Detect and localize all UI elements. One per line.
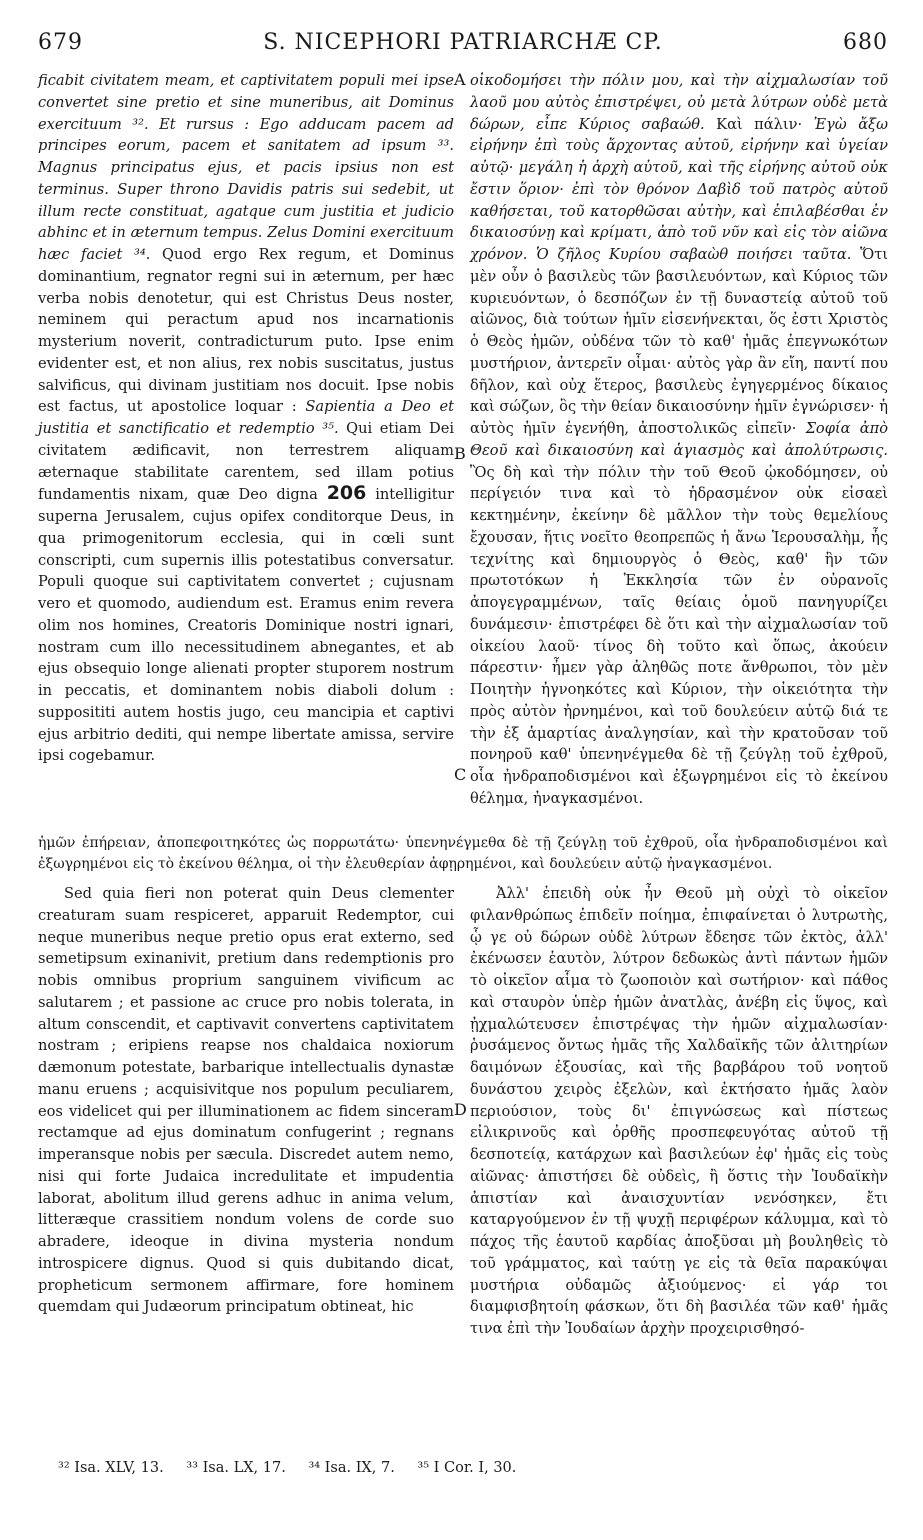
greek-body-text: Καὶ πάλιν·: [716, 115, 803, 133]
margin-mark-d: D: [454, 1100, 467, 1119]
running-header: [38, 30, 888, 64]
greek-scripture-quote: Ἐγὼ ἄξω εἰρήνην ἐπὶ τοὺς ἄρχοντας αὐτοῦ, εἰρήνην καὶ ὑγείαν αὐτῷ· μεγάλη ἡ ἀρχὴ αὐτοῦ, καὶ τῆς εἰρήνης αὐτοῦ οὐκ ἔστιν ὅριον· ἐπὶ τὸν θρόνον Δαβὶδ τοῦ πατρὸς αὐτοῦ καθήσεται, τοῦ κατορθῶσαι αὐτὴν, καὶ ἐπιλαβέσθαι ἐν δικαιοσύνῃ καὶ κρίματι, ἀπὸ τοῦ νῦν καὶ εἰς τὸν αἰῶνα χρόνον. Ὁ ζῆλος Κυρίου σαβαὼθ ποιήσει ταῦτα.: [470, 115, 888, 263]
footnotes: [58, 1460, 858, 1476]
greek-body-text: Ὃς δὴ καὶ τὴν πόλιν τὴν τοῦ Θεοῦ ᾠκοδόμησεν, οὐ περίγειόν τινα καὶ τὸ ἡδρασμένον οὐκ εἰσαεὶ κεκτημένην, ἐκείνην δὲ μᾶλλον τὴν τοὺς θεμελίους ἔχουσαν, ἥτις νοεῖτο θεοπρεπῶς ἡ ἄνω Ἱερουσαλὴμ, ἧς τεχνίτης καὶ δημιουργὸς ὁ Θεὸς, καθ' ἣν τῶν πρωτοτόκων ἡ Ἐκκλησία τῶν ἐν οὐρανοῖς ἀπογεγραμμένων, ταῖς θείαις ὁμοῦ πανηγυρίζει δυνάμεσιν· ἐπιστρέφει δὲ ὅτι καὶ τὴν αἰχμαλωσίαν τοῦ οἰκείου λαοῦ· τίνος δὴ τοῦτο καὶ ὅπως, ἀκούειν πάρεστιν· ἦμεν γὰρ ἀληθῶς ποτε ἄνθρωποι, τὸν μὲν Ποιητὴν ἠγνοηκότες καὶ Κύριον, τὴν οἰκειότητα τὴν πρὸς αὐτὸν ἠρνημένοι, καὶ τοῦ δουλεύειν αὐτῷ διά τε τὴν ἐξ ἁμαρτίας ἀναλγησίαν, καὶ τὴν κρατοῦσαν τοῦ πονηροῦ καθ' ὑπενηνέγμεθα δὲ τῇ ζεύγλῃ τοῦ ἐχθροῦ, οἷα ἠνδραποδισμένοι καὶ ἐξωγρημένοι εἰς τὸ ἐκείνου θέλημα, ἠναγκασμένοι.: [470, 463, 888, 807]
footnote: ³³ Isa. LX, 17.: [186, 1460, 286, 1476]
footnote: ³² Isa. XLV, 13.: [58, 1460, 164, 1476]
latin-body-text: Qui etiam Dei civitatem ædificavit, non terrestrem aliquam æternaque stabilitate carentem, sed illam potius fundamentis nixam, quæ Deo digna: [38, 420, 455, 504]
greek-bridge-line: [38, 833, 888, 875]
latin-column-bottom: [38, 883, 454, 1318]
margin-mark-c: C: [454, 765, 467, 784]
greek-paragraph: Ἀλλ' ἐπειδὴ οὐκ ἦν Θεοῦ μὴ οὐχὶ τὸ οἰκεῖον φιλανθρώπως ἐπιδεῖν ποίημα, ἐπιφαίνεται ὁ λυτρωτὴς, ᾧ γε οὐ δώρων οὐδὲ λύτρων ἔδεησε τῶν ἐκτὸς, ἀλλ' ἐκένωσεν ἑαυτὸν, λύτρον δεδωκὼς ἀντὶ πάντων ἡμῶν τὸ οἰκεῖον αἷμα τὸ ζωοποιὸν καὶ σωτήριον· καὶ πάθος καὶ σταυρὸν ὑπὲρ ἡμῶν ἀνατλὰς, ἀνέβη εἰς ὕψος, καὶ ᾐχμαλώτευσεν ἐπιστρέψας τὴν ἡμῶν αἰχμαλωσίαν· ῥυσάμενος ὄντως ἡμᾶς τῆς Χαλδαϊκῆς τῶν ἀλιτηρίων δαιμόνων ἐξουσίας, καὶ τῆς βαρβάρου τοῦ νοητοῦ δυνάστου χειρὸς ἐξελὼν, καὶ ἐκτήσατο ἡμᾶς λαὸν περιούσιον, τοὺς δι' ἐπιγνώσεως καὶ πίστεως εἰλικρινοῦς καὶ ὀρθῆς προσπεφευγότας αὐτοῦ τῇ δεσποτείᾳ, κατάρχων καὶ βασιλεύων ἐφ' ἡμᾶς εἰς τοὺς αἰῶνας· ἀπιστήσει δὲ οὐδεὶς, ἢ ὅστις τὴν Ἰουδαϊκὴν ἀπιστίαν καὶ ἀναισχυντίαν νενόσηκεν, ἔτι καταργούμενον ἐν τῇ ψυχῇ περιφέρων κάλυμμα, καὶ τὸ πάχος τῆς ἑαυτοῦ καρδίας ἀποξῦσαι μὴ βουληθεὶς τὸ τοῦ γράμματος, καὶ ταύτῃ γε εἰς τὰ θεῖα παρακύψαι μυστήρια οὐδαμῶς ἀξιούμενος· εἰ γάρ τοι διαμφισβητοίη φάσκων, ὅτι δὴ βασιλέα τῶν καθ' ἡμᾶς τινα ἐπὶ τὴν Ἰουδαίων ἀρχὴν προχειρισθησό-: [470, 885, 888, 1337]
latin-paragraph: Sed quia fieri non poterat quin Deus clementer creaturam suam respiceret, apparuit Redemptor, cui neque muneribus neque pretio opus erat externo, sed semetipsum exinanivit, pretium dans redemptionis pro nobis omnibus proprium sanguinem vivificum ac salutarem ; et passione ac cruce pro nobis tolerata, in altum conscendit, et captivavit convertens captivitatem nostram ; eripiens reapse nos chaldaica noxiorum dæmonum potestate, barbarique intellectualis dynastæ manu eruens ; acquisivitque nos populum peculiarem, eos videlicet qui per illuminationem ac fidem sinceram rectamque ad ejus dominatum confugerint ; regnans imperansque nobis per sæcula. Discredet autem nemo, nisi qui forte Judaica incredulitate et impudentia laborat, abolitum illud gerens adhuc in anima velum, litteræque crassitiem nondum volens de corde suo abradere, ideoque in divina mysteria nondum introspicere dignus. Quod si quis dubitando dicat, propheticum sermonem affirmare, fore hominem quemdam qui Judæorum principatum obtineat, hic: [38, 885, 454, 1316]
latin-apostolic-quote: Sapientia a Deo et justitia et sanctificatio et redemptio ³⁵.: [38, 398, 454, 437]
page-number-right: 680: [843, 30, 888, 55]
latin-body-text: Quod ergo Rex regum, et Dominus dominantium, regnator regni sui in æternum, per hæc verba nobis denotetur, qui est Christus Deus noster, neminem qui peractum apud nos incarnationis mysterium noverit, contradicturum puto. Ipse enim evidenter est, et non alius, rex nobis suscitatus, justus salvificus, qui divinam justitiam nos docuit. Ipse nobis est factus, ut apostolice loquar :: [38, 246, 454, 416]
margin-mark-a: A: [454, 70, 466, 89]
footnote: ³⁵ I Cor. I, 30.: [417, 1460, 517, 1476]
latin-scripture-quote: ficabit civitatem meam, et captivitatem populi mei ipse convertet sine pretio et sine muneribus, ait Dominus exercituum ³². Et rursus : Ego adducam pacem ad principes eorum, pacem et sanitatem ad ipsum ³³. Magnus principatus ejus, et pacis ipsius non est terminus. Super throno Davidis patris sui sedebit, ut illum recte constituat, agatque cum justitia et judicio abhinc et in æternum tempus. Zelus Domini exercituum hæc faciet ³⁴.: [38, 72, 454, 263]
footnote: ³⁴ Isa. IX, 7.: [308, 1460, 395, 1476]
greek-bridge-text: ἡμῶν ἐπήρειαν, ἀποπεφοιτηκότες ὡς πορρωτάτω· ὑπενηνέγμεθα δὲ τῇ ζεύγλῃ τοῦ ἐχθροῦ, οἷα ἠνδραποδισμένοι καὶ ἐξωγρημένοι εἰς τὸ ἐκείνου θέλημα, οἱ τὴν ἐλευθερίαν ἀφῃρημένοι, καὶ δουλεύειν αὐτῷ ἠναγκασμένοι.: [38, 835, 888, 872]
greek-apostolic-quote: Σοφία ἀπὸ Θεοῦ καὶ δικαιοσύνη καὶ ἁγιασμὸς καὶ ἀπολύτρωσις.: [470, 420, 888, 459]
latin-column-top: [38, 70, 454, 767]
margin-mark-b: B: [454, 444, 466, 463]
greek-body-text: Ὅτι μὲν οὖν ὁ βασιλεὺς τῶν βασιλευόντων, καὶ Κύριος τῶν κυριευόντων, ὁ δεσπόζων ἐν τῇ δυναστείᾳ αὐτοῦ τοῦ αἰῶνος, διὰ τούτων ἡμῖν εἰσενήνεκται, ὅς ἐστι Χριστὸς ὁ Θεὸς ἡμῶν, οὐδένα τῶν τὸ καθ' ἡμᾶς ἐπεγνωκότων μυστήριον, ἀντερεῖν οἶμαι· αὐτὸς γὰρ ἂν εἴη, παντί που δῆλον, καὶ οὐχ ἕτερος, βασιλεὺς ἐγηγερμένος δίκαιος καὶ σώζων, ὃς τὴν θείαν δικαιοσύνην ἡμῖν ἐγνώρισεν· ἡ αὐτὸς ἡμῖν ἐγενήθη, ἀποστολικῶς εἰπεῖν·: [470, 246, 889, 437]
page-number-left: 679: [38, 30, 83, 55]
greek-column-bottom: [470, 883, 888, 1340]
latin-body-text: intelligitur superna Jerusalem, cujus opifex conditorque Deus, in qua primogenitorum ecclesia, qui in cœli sunt conscripti, cum supernis illis potestatibus conversatur. Populi quoque sui captivitatem convertet ; cujusnam vero et quomodo, audiendum est. Eramus enim revera olim nos homines, Creatoris Dominique nostri ignari, nostram cum illo necessitudinem abnegantes, et ab ejus obsequio longe alienati propter stuporem nostrum in peccatis, et dominantem nobis diaboli dolum : supposititi autem hostis jugo, ceu mancipia et captivi ejus arbitrio dediti, qui nempe libertate amissa, servire ipsi cogebamur.: [38, 486, 455, 765]
column-number: 206: [326, 482, 367, 505]
running-title: S. NICEPHORI PATRIARCHÆ CP.: [263, 30, 663, 55]
greek-scripture-quote: οἰκοδομήσει τὴν πόλιν μου, καὶ τὴν αἰχμαλωσίαν τοῦ λαοῦ μου αὐτὸς ἐπιστρέψει, οὐ μετὰ λύτρων οὐδὲ μετὰ δώρων, εἶπε Κύριος σαβαώθ.: [470, 72, 888, 133]
greek-column-top: [470, 70, 888, 810]
